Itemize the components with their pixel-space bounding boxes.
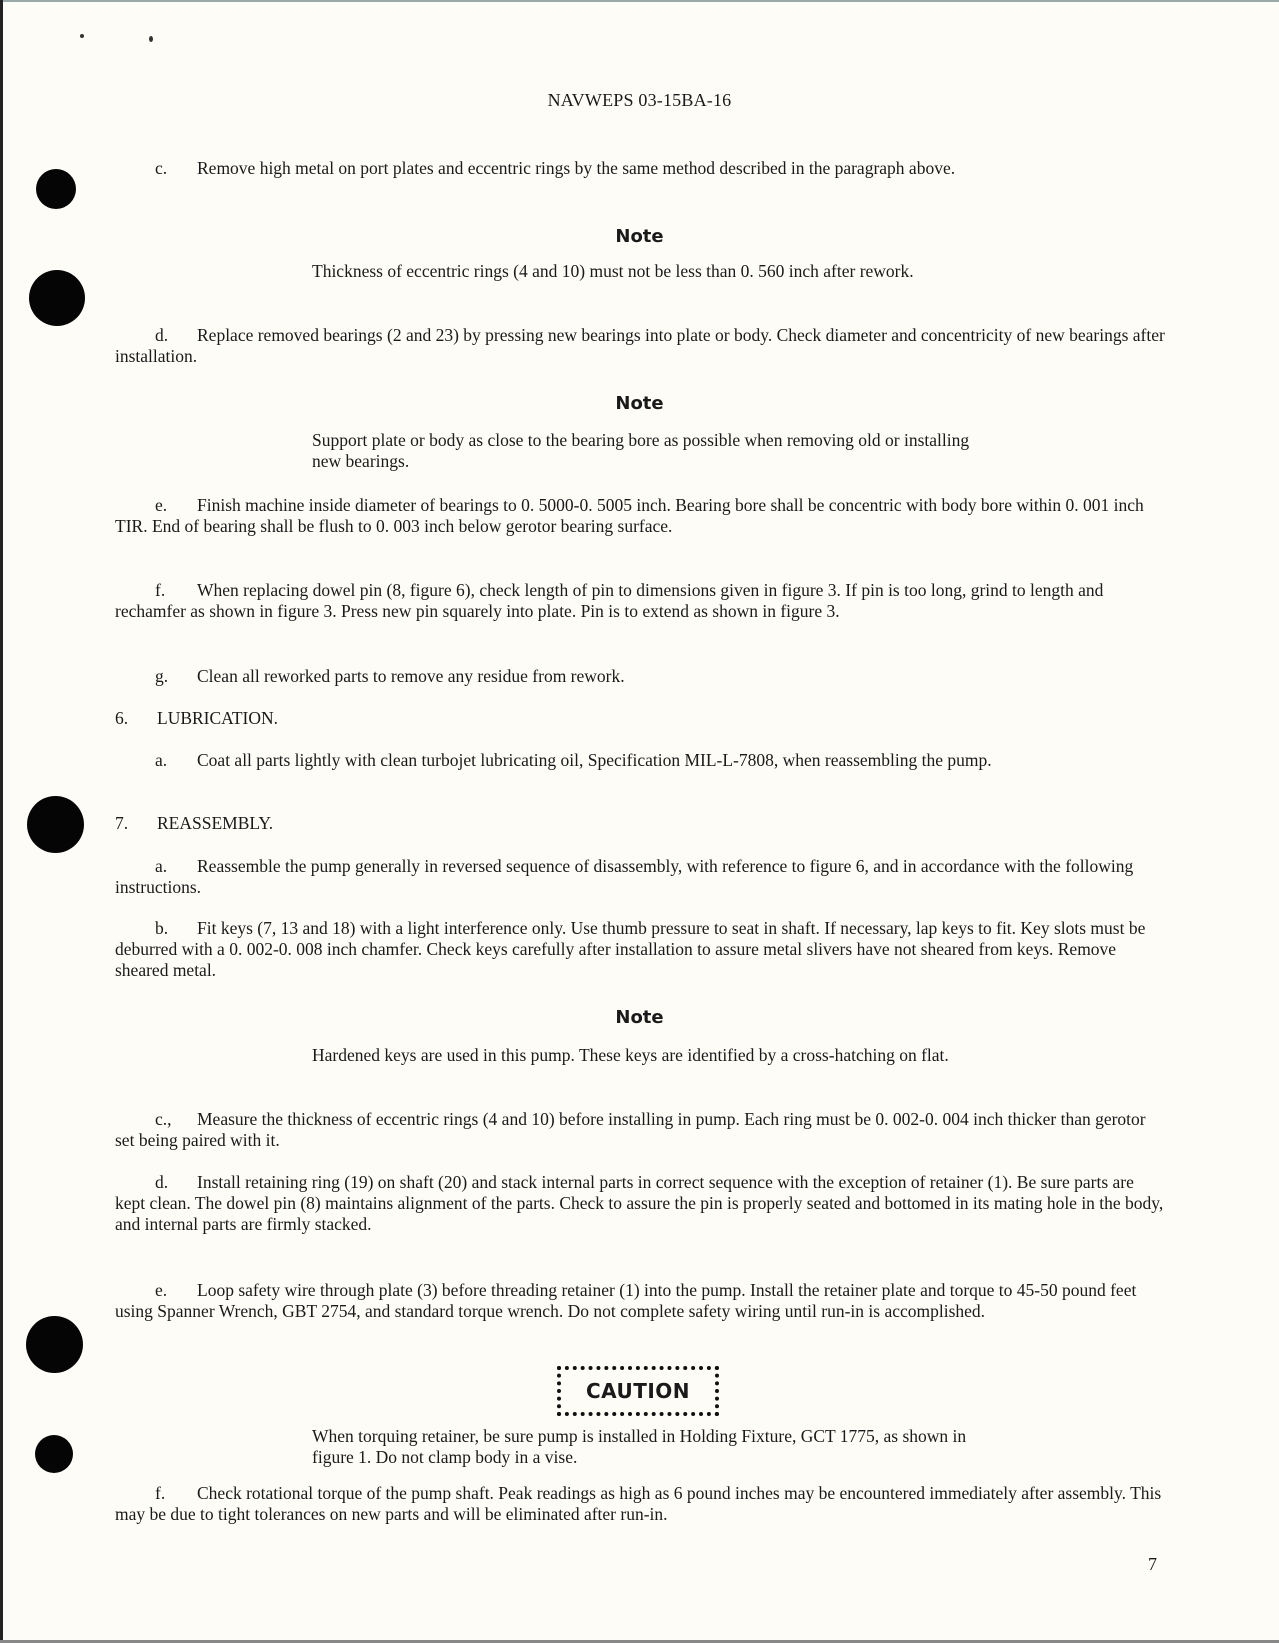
paragraph-text: Clean all reworked parts to remove any residue from rework. (197, 666, 625, 686)
note-title: Note (615, 226, 664, 247)
paragraph-text: Check rotational torque of the pump shaft. Peak readings as high as 6 pound inches may be encountered immediately after assembly. This may be due to tight tolerances on new parts and will be eliminated after run-in. (115, 1483, 1162, 1524)
binder-hole (36, 169, 76, 209)
caution-body: When torquing retainer, be sure pump is installed in Holding Fixture, GCT 1775, as shown in figure 1. Do not clamp body in a vise. (312, 1426, 967, 1467)
binder-hole (35, 1435, 73, 1473)
paragraph-label: b. (155, 918, 169, 938)
paragraph-label: e. (155, 495, 168, 515)
paragraph-text: When replacing dowel pin (8, figure 6), check length of pin to dimensions given in figure 3. If pin is too long, grind to length and rechamfer as shown in figure 3. Press new pin squarely into plate. Pin is to extend as shown in figure 3. (115, 580, 1104, 621)
note-title: Note (615, 1007, 664, 1028)
paragraph-c-rework (115, 158, 1165, 179)
paragraph-label: f. (155, 1483, 166, 1503)
paragraph-label: f. (155, 580, 166, 600)
paragraph-label: a. (155, 750, 168, 770)
caution-label: CAUTION (557, 1366, 719, 1416)
paragraph-label: d. (155, 1172, 169, 1192)
paragraph-g-rework (115, 666, 1165, 687)
paragraph-label: e. (155, 1280, 168, 1300)
document-number: NAVWEPS 03-15BA-16 (547, 90, 732, 110)
paragraph-f-rework (115, 580, 1165, 622)
paragraph-e-rework (115, 495, 1165, 537)
paragraph-7a (115, 856, 1165, 898)
paragraph-label: c., (155, 1109, 172, 1129)
section-title: REASSEMBLY. (157, 813, 274, 833)
page-edge-top (0, 0, 1279, 2)
note-title: Note (615, 393, 664, 414)
page-number: 7 (1148, 1554, 1157, 1574)
paragraph-label: g. (155, 666, 169, 686)
paragraph-text: Replace removed bearings (2 and 23) by pressing new bearings into plate or body. Check diameter and concentricity of new bearings after installation. (115, 325, 1165, 366)
binder-hole (29, 270, 85, 326)
note-body: Hardened keys are used in this pump. These keys are identified by a cross-hatching on flat. (312, 1045, 949, 1065)
paragraph-7e (115, 1280, 1165, 1322)
paragraph-6a (115, 750, 1165, 771)
paragraph-text: Coat all parts lightly with clean turbojet lubricating oil, Specification MIL-L-7808, when reassembling the pump. (197, 750, 992, 770)
note-body: Thickness of eccentric rings (4 and 10) must not be less than 0. 560 inch after rework. (312, 261, 914, 281)
paragraph-d-rework (115, 325, 1165, 367)
binder-hole (27, 796, 84, 853)
binder-hole (26, 1316, 83, 1373)
paragraph-text: Install retaining ring (19) on shaft (20) and stack internal parts in correct sequence with the exception of retainer (1). Be sure parts are kept clean. The dowel pin (8) maintains alignment of the parts. Check to assure the pin is properly seated and bottomed in its mating hole in the body, and internal parts are firmly stacked. (115, 1172, 1164, 1234)
paragraph-text: Reassemble the pump generally in reversed sequence of disassembly, with reference to figure 6, and in accordance with the following instructions. (115, 856, 1134, 897)
paragraph-7f (115, 1483, 1165, 1525)
section-heading-lubrication (115, 708, 278, 729)
paragraph-7d (115, 1172, 1165, 1235)
paragraph-text: Measure the thickness of eccentric rings (4 and 10) before installing in pump. Each ring must be 0. 002-0. 004 inch thicker than gerotor set being paired with it. (115, 1109, 1146, 1150)
scan-speck (149, 36, 153, 42)
section-number: 6. (115, 708, 129, 728)
paragraph-7b (115, 918, 1165, 981)
paragraph-label: d. (155, 325, 169, 345)
paragraph-text: Remove high metal on port plates and eccentric rings by the same method described in the paragraph above. (197, 158, 956, 178)
paragraph-7c (115, 1109, 1165, 1151)
section-heading-reassembly (115, 813, 273, 834)
note-body: Support plate or body as close to the bearing bore as possible when removing old or installing new bearings. (312, 430, 970, 471)
paragraph-text: Fit keys (7, 13 and 18) with a light interference only. Use thumb pressure to seat in shaft. If necessary, lap keys to fit. Key slots must be deburred with a 0. 002-0. 008 inch chamfer. Check keys carefully after installation to assure metal slivers have not sheared from keys. Remove sheared metal. (115, 918, 1146, 980)
scan-speck (80, 34, 84, 38)
section-title: LUBRICATION. (157, 708, 279, 728)
paragraph-label: c. (155, 158, 168, 178)
paragraph-text: Finish machine inside diameter of bearings to 0. 5000-0. 5005 inch. Bearing bore shall be concentric with body bore within 0. 001 inch TIR. End of bearing shall be flush to 0. 003 inch below gerotor bearing surface. (115, 495, 1144, 536)
paragraph-label: a. (155, 856, 168, 876)
paragraph-text: Loop safety wire through plate (3) before threading retainer (1) into the pump. Install the retainer plate and torque to 45-50 pound feet using Spanner Wrench, GBT 2754, and standard torque wrench. Do not complete safety wiring until run-in is accomplished. (115, 1280, 1137, 1321)
section-number: 7. (115, 813, 129, 833)
